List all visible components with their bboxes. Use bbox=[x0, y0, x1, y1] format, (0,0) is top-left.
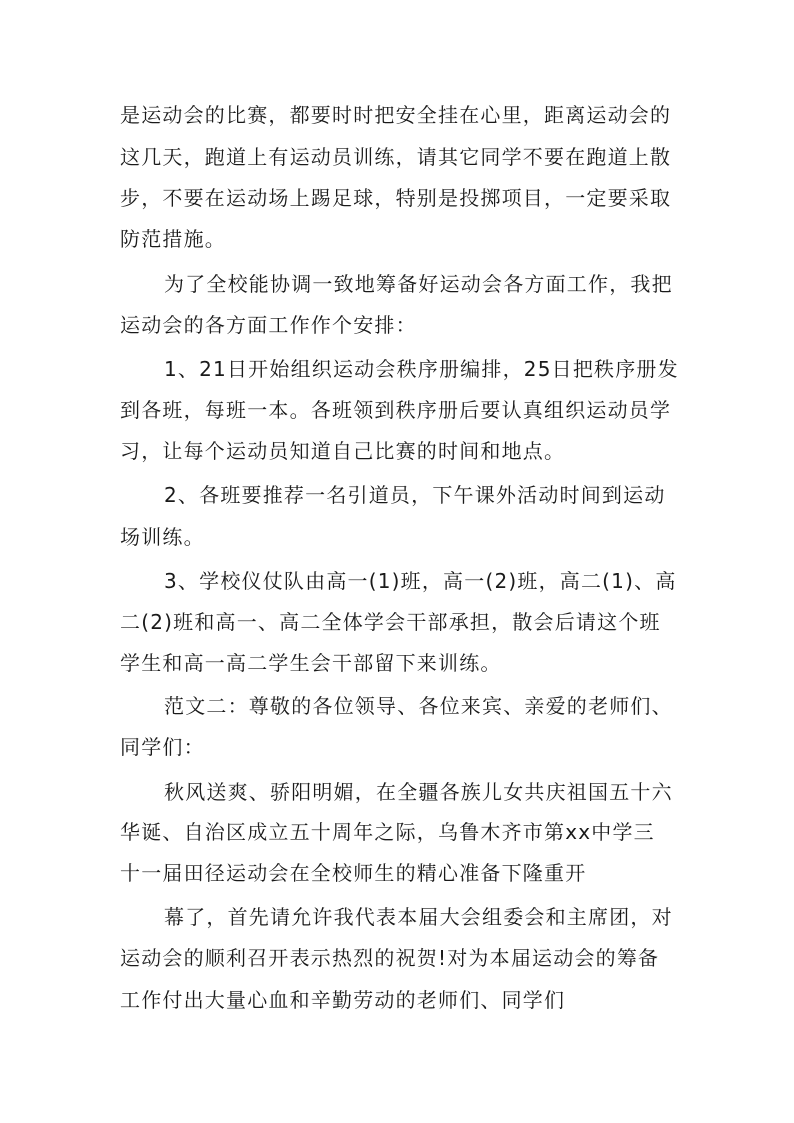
text-line-6: 运动会的各方面工作作个安排： bbox=[120, 313, 417, 337]
text-line-21: 运动会的顺利召开表示热烈的祝贺!对为本届运动会的筹备 bbox=[120, 946, 660, 970]
text-line-16: 同学们： bbox=[120, 735, 205, 759]
text-line-13: 二(2)班和高一、高二全体学会干部承担，散会后请这个班 bbox=[120, 610, 661, 634]
text-line-7: 1、21日开始组织运动会秩序册编排，25日把秩序册发 bbox=[164, 357, 679, 381]
text-line-9: 习，让每个运动员知道自己比赛的时间和地点。 bbox=[120, 439, 566, 463]
text-line-15: 范文二：尊敬的各位领导、各位来宾、亲爱的老师们、 bbox=[164, 694, 673, 718]
text-line-22: 工作付出大量心血和辛勤劳动的老师们、同学们 bbox=[120, 988, 566, 1012]
text-line-17: 秋风送爽、骄阳明媚，在全疆各族儿女共庆祖国五十六 bbox=[164, 780, 673, 804]
text-line-20: 幕了，首先请允许我代表本届大会组委会和主席团，对 bbox=[164, 905, 673, 929]
text-line-3: 步，不要在运动场上踢足球，特别是投掷项目，一定要采取 bbox=[120, 186, 672, 210]
text-line-1: 是运动会的比赛，都要时时把安全挂在心里，距离运动会的 bbox=[120, 103, 672, 127]
text-line-12: 3、学校仪仗队由高一(1)班，高一(2)班，高二(1)、高 bbox=[164, 569, 677, 593]
text-line-11: 场训练。 bbox=[120, 525, 205, 549]
text-line-5: 为了全校能协调一致地筹备好运动会各方面工作，我把 bbox=[164, 272, 673, 296]
text-line-4: 防范措施。 bbox=[120, 227, 226, 251]
text-line-8: 到各班，每班一本。各班领到秩序册后要认真组织运动员学 bbox=[120, 398, 672, 422]
text-line-18: 华诞、自治区成立五十周年之际，乌鲁木齐市第xx中学三 bbox=[120, 820, 655, 844]
text-line-10: 2、各班要推荐一名引道员，下午课外活动时间到运动 bbox=[164, 483, 666, 507]
text-line-19: 十一届田径运动会在全校师生的精心准备下隆重开 bbox=[120, 861, 587, 885]
text-line-2: 这几天，跑道上有运动员训练，请其它同学不要在跑道上散 bbox=[120, 145, 672, 169]
text-line-14: 学生和高一高二学生会干部留下来训练。 bbox=[120, 651, 502, 675]
